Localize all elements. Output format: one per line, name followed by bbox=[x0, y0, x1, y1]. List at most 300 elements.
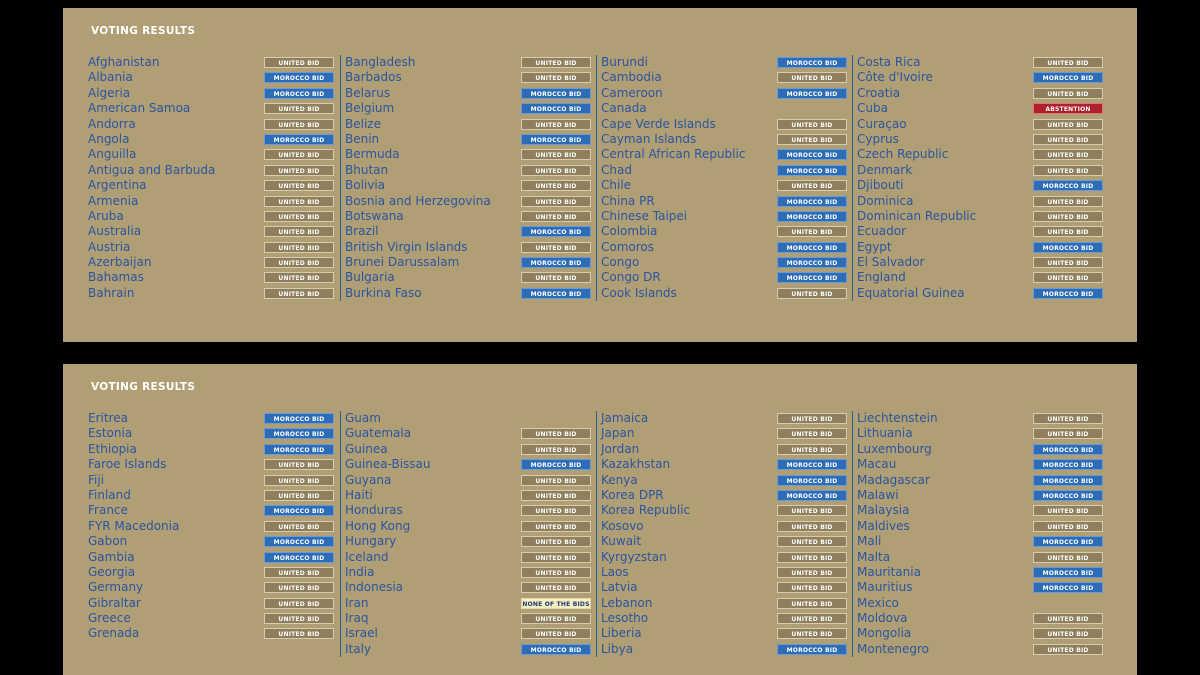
country-name: Andorra bbox=[88, 116, 136, 131]
vote-badge: UNITED BID bbox=[777, 552, 847, 563]
result-row bbox=[341, 550, 597, 565]
country-name: Botswana bbox=[345, 208, 404, 223]
vote-badge: MOROCCO BID bbox=[264, 88, 334, 99]
result-row bbox=[88, 224, 344, 239]
result-row bbox=[853, 642, 1109, 657]
result-row bbox=[88, 163, 344, 178]
result-row bbox=[341, 55, 597, 70]
result-row bbox=[853, 178, 1109, 193]
result-row bbox=[88, 270, 344, 285]
vote-badge: UNITED BID bbox=[264, 149, 334, 160]
country-name: Albania bbox=[88, 70, 133, 85]
results-column bbox=[596, 55, 853, 301]
result-row bbox=[88, 255, 344, 270]
result-row bbox=[853, 580, 1109, 595]
result-row bbox=[853, 519, 1109, 534]
result-row bbox=[853, 611, 1109, 626]
country-name: Armenia bbox=[88, 193, 139, 208]
result-row bbox=[597, 626, 853, 641]
result-row bbox=[853, 488, 1109, 503]
country-name: Gibraltar bbox=[88, 595, 141, 610]
result-row bbox=[88, 286, 344, 301]
country-name: American Samoa bbox=[88, 101, 191, 116]
vote-badge: UNITED BID bbox=[521, 72, 591, 83]
country-name: Azerbaijan bbox=[88, 255, 152, 270]
country-name: Algeria bbox=[88, 85, 131, 100]
vote-badge: MOROCCO BID bbox=[264, 536, 334, 547]
country-name: Costa Rica bbox=[857, 55, 921, 69]
country-name: Congo bbox=[601, 255, 640, 270]
country-name: Gambia bbox=[88, 549, 135, 564]
country-name: Dominica bbox=[857, 193, 914, 208]
result-row bbox=[597, 70, 853, 85]
country-name: Bermuda bbox=[345, 147, 400, 162]
result-row bbox=[597, 473, 853, 488]
result-row bbox=[853, 132, 1109, 147]
vote-badge: MOROCCO BID bbox=[264, 413, 334, 424]
vote-badge: UNITED BID bbox=[264, 257, 334, 268]
country-name: Aruba bbox=[88, 208, 124, 223]
country-name: Georgia bbox=[88, 564, 136, 579]
vote-badge: MOROCCO BID bbox=[777, 257, 847, 268]
country-name: Austria bbox=[88, 239, 131, 254]
vote-badge: UNITED BID bbox=[521, 536, 591, 547]
vote-badge: MOROCCO BID bbox=[264, 444, 334, 455]
vote-badge: UNITED BID bbox=[1033, 613, 1103, 624]
vote-badge: MOROCCO BID bbox=[521, 644, 591, 655]
vote-badge: UNITED BID bbox=[1033, 505, 1103, 516]
country-name: Malaysia bbox=[857, 503, 910, 518]
country-name: Bangladesh bbox=[345, 55, 416, 69]
result-row bbox=[597, 194, 853, 209]
vote-badge: UNITED BID bbox=[521, 582, 591, 593]
country-name: Colombia bbox=[601, 224, 658, 239]
country-name: Guinea bbox=[345, 441, 388, 456]
result-row bbox=[597, 209, 853, 224]
result-row bbox=[597, 488, 853, 503]
results-column bbox=[88, 55, 344, 301]
vote-badge: UNITED BID bbox=[777, 444, 847, 455]
vote-badge: UNITED BID bbox=[521, 272, 591, 283]
result-row bbox=[341, 596, 597, 611]
vote-badge: UNITED BID bbox=[264, 226, 334, 237]
country-name: Guam bbox=[345, 411, 381, 425]
voting-results-panel-2 bbox=[63, 364, 1137, 675]
voting-results-panel-1 bbox=[63, 8, 1137, 342]
result-row bbox=[88, 550, 344, 565]
result-row bbox=[341, 270, 597, 285]
country-name: Jamaica bbox=[601, 411, 649, 425]
result-row bbox=[597, 519, 853, 534]
country-name: Angola bbox=[88, 131, 130, 146]
vote-badge: MOROCCO BID bbox=[521, 459, 591, 470]
country-name: Chile bbox=[601, 178, 632, 193]
result-row bbox=[853, 626, 1109, 641]
country-name: Korea Republic bbox=[601, 503, 691, 518]
vote-badge: UNITED BID bbox=[264, 57, 334, 68]
vote-badge: UNITED BID bbox=[777, 428, 847, 439]
result-row bbox=[853, 550, 1109, 565]
country-name: Mauritania bbox=[857, 564, 921, 579]
result-row bbox=[341, 488, 597, 503]
country-name: Cape Verde Islands bbox=[601, 116, 716, 131]
result-row bbox=[597, 117, 853, 132]
country-name: Brunei Darussalam bbox=[345, 255, 460, 270]
result-row bbox=[341, 642, 597, 657]
result-row bbox=[853, 209, 1109, 224]
country-name: Argentina bbox=[88, 178, 147, 193]
country-name: Côte d'Ivoire bbox=[857, 70, 933, 85]
result-row bbox=[341, 411, 597, 426]
result-row bbox=[341, 457, 597, 472]
country-name: Estonia bbox=[88, 426, 133, 441]
vote-badge: UNITED BID bbox=[264, 490, 334, 501]
vote-badge: MOROCCO BID bbox=[777, 459, 847, 470]
vote-badge: UNITED BID bbox=[1033, 119, 1103, 130]
vote-badge: MOROCCO BID bbox=[777, 149, 847, 160]
country-name: France bbox=[88, 503, 128, 518]
result-row bbox=[88, 147, 344, 162]
country-name: Croatia bbox=[857, 85, 901, 100]
vote-badge: UNITED BID bbox=[521, 196, 591, 207]
result-row bbox=[853, 86, 1109, 101]
country-name: Chinese Taipei bbox=[601, 208, 688, 223]
result-row bbox=[88, 534, 344, 549]
country-name: Indonesia bbox=[345, 580, 404, 595]
result-row bbox=[853, 411, 1109, 426]
vote-badge: UNITED BID bbox=[521, 428, 591, 439]
results-column bbox=[596, 411, 853, 657]
country-name: Bhutan bbox=[345, 162, 389, 177]
country-name: Antigua and Barbuda bbox=[88, 162, 216, 177]
vote-badge: UNITED BID bbox=[777, 613, 847, 624]
vote-badge: UNITED BID bbox=[521, 242, 591, 253]
country-name: Barbados bbox=[345, 70, 402, 85]
vote-badge: UNITED BID bbox=[264, 598, 334, 609]
vote-badge: UNITED BID bbox=[1033, 644, 1103, 655]
country-name: Korea DPR bbox=[601, 487, 664, 502]
country-name: Mali bbox=[857, 534, 882, 549]
country-name: Montenegro bbox=[857, 641, 930, 656]
country-name: Curaçao bbox=[857, 116, 907, 131]
country-name: Kazakhstan bbox=[601, 457, 671, 472]
result-row bbox=[597, 534, 853, 549]
result-row bbox=[853, 55, 1109, 70]
country-name: Cyprus bbox=[857, 131, 899, 146]
vote-badge: MOROCCO BID bbox=[1033, 72, 1103, 83]
country-name: Central African Republic bbox=[601, 147, 746, 162]
country-name: Liechtenstein bbox=[857, 411, 938, 425]
vote-badge: UNITED BID bbox=[1033, 196, 1103, 207]
country-name: Kuwait bbox=[601, 534, 642, 549]
panel-title: VOTING RESULTS bbox=[91, 25, 196, 37]
results-column bbox=[340, 55, 597, 301]
result-row bbox=[341, 503, 597, 518]
vote-badge: UNITED BID bbox=[521, 628, 591, 639]
vote-badge: UNITED BID bbox=[264, 242, 334, 253]
country-name: Ecuador bbox=[857, 224, 907, 239]
result-row bbox=[341, 534, 597, 549]
country-name: Chad bbox=[601, 162, 632, 177]
result-row bbox=[597, 426, 853, 441]
country-name: Bahrain bbox=[88, 285, 135, 300]
vote-badge: UNITED BID bbox=[777, 505, 847, 516]
vote-badge: UNITED BID bbox=[521, 475, 591, 486]
result-row bbox=[853, 503, 1109, 518]
vote-badge: MOROCCO BID bbox=[1033, 475, 1103, 486]
result-row bbox=[88, 178, 344, 193]
vote-badge: MOROCCO BID bbox=[777, 242, 847, 253]
vote-badge: NONE OF THE BIDS bbox=[521, 598, 591, 609]
result-row bbox=[853, 457, 1109, 472]
result-row bbox=[597, 55, 853, 70]
country-name: Japan bbox=[601, 426, 635, 441]
country-name: Equatorial Guinea bbox=[857, 285, 965, 300]
result-row bbox=[597, 611, 853, 626]
result-row bbox=[341, 101, 597, 116]
country-name: Ethiopia bbox=[88, 441, 137, 456]
vote-badge: UNITED BID bbox=[521, 119, 591, 130]
country-name: Dominican Republic bbox=[857, 208, 977, 223]
result-row bbox=[853, 147, 1109, 162]
vote-badge: UNITED BID bbox=[264, 475, 334, 486]
vote-badge: UNITED BID bbox=[521, 211, 591, 222]
country-name: Madagascar bbox=[857, 472, 930, 487]
result-row bbox=[341, 626, 597, 641]
result-row bbox=[853, 565, 1109, 580]
country-name: Czech Republic bbox=[857, 147, 949, 162]
result-row bbox=[597, 101, 853, 116]
country-name: Belgium bbox=[345, 101, 395, 116]
result-row bbox=[88, 70, 344, 85]
result-row bbox=[341, 442, 597, 457]
country-name: Cameroon bbox=[601, 85, 663, 100]
result-row bbox=[853, 286, 1109, 301]
country-name: Maldives bbox=[857, 518, 910, 533]
vote-badge: UNITED BID bbox=[777, 119, 847, 130]
country-name: British Virgin Islands bbox=[345, 239, 468, 254]
vote-badge: UNITED BID bbox=[1033, 165, 1103, 176]
country-name: Latvia bbox=[601, 580, 638, 595]
country-name: Mauritius bbox=[857, 580, 913, 595]
vote-badge: UNITED BID bbox=[264, 613, 334, 624]
country-name: Mongolia bbox=[857, 626, 912, 641]
result-row bbox=[597, 286, 853, 301]
result-row bbox=[853, 163, 1109, 178]
result-row bbox=[341, 163, 597, 178]
country-name: Malta bbox=[857, 549, 891, 564]
vote-badge: MOROCCO BID bbox=[264, 505, 334, 516]
result-row bbox=[88, 503, 344, 518]
country-name: Guyana bbox=[345, 472, 392, 487]
country-name: Afghanistan bbox=[88, 55, 160, 69]
vote-badge: UNITED BID bbox=[521, 444, 591, 455]
result-row bbox=[88, 626, 344, 641]
result-row bbox=[341, 611, 597, 626]
country-name: China PR bbox=[601, 193, 655, 208]
vote-badge: UNITED BID bbox=[521, 567, 591, 578]
country-name: Hungary bbox=[345, 534, 397, 549]
vote-badge: MOROCCO BID bbox=[264, 428, 334, 439]
vote-badge: UNITED BID bbox=[1033, 149, 1103, 160]
country-name: Cayman Islands bbox=[601, 131, 697, 146]
country-name: Liberia bbox=[601, 626, 642, 641]
vote-badge: UNITED BID bbox=[521, 521, 591, 532]
result-row bbox=[88, 565, 344, 580]
country-name: Israel bbox=[345, 626, 378, 641]
vote-badge: UNITED BID bbox=[264, 180, 334, 191]
vote-badge: UNITED BID bbox=[264, 288, 334, 299]
result-row bbox=[341, 286, 597, 301]
result-row bbox=[597, 580, 853, 595]
result-row bbox=[853, 224, 1109, 239]
country-name: Iraq bbox=[345, 611, 369, 626]
vote-badge: MOROCCO BID bbox=[777, 475, 847, 486]
vote-badge: UNITED BID bbox=[777, 72, 847, 83]
vote-badge: UNITED BID bbox=[264, 521, 334, 532]
vote-badge: UNITED BID bbox=[1033, 57, 1103, 68]
vote-badge: UNITED BID bbox=[521, 165, 591, 176]
result-row bbox=[597, 178, 853, 193]
vote-badge: UNITED BID bbox=[264, 567, 334, 578]
result-row bbox=[88, 442, 344, 457]
vote-badge: UNITED BID bbox=[264, 196, 334, 207]
result-row bbox=[853, 255, 1109, 270]
vote-badge: UNITED BID bbox=[521, 505, 591, 516]
vote-badge: MOROCCO BID bbox=[777, 88, 847, 99]
result-row bbox=[597, 86, 853, 101]
country-name: Kosovo bbox=[601, 518, 644, 533]
vote-badge: UNITED BID bbox=[521, 490, 591, 501]
country-name: Burundi bbox=[601, 55, 648, 69]
result-row bbox=[597, 411, 853, 426]
country-name: Anguilla bbox=[88, 147, 137, 162]
country-name: Congo DR bbox=[601, 270, 661, 285]
vote-badge: ABSTENTION bbox=[1033, 103, 1103, 114]
vote-badge: MOROCCO BID bbox=[521, 103, 591, 114]
result-row bbox=[597, 457, 853, 472]
result-row bbox=[597, 163, 853, 178]
result-row bbox=[597, 503, 853, 518]
result-row bbox=[597, 565, 853, 580]
result-row bbox=[88, 55, 344, 70]
vote-badge: MOROCCO BID bbox=[264, 72, 334, 83]
result-row bbox=[88, 473, 344, 488]
vote-badge: MOROCCO BID bbox=[1033, 490, 1103, 501]
vote-badge: MOROCCO BID bbox=[264, 552, 334, 563]
country-name: Italy bbox=[345, 641, 372, 656]
country-name: Faroe Islands bbox=[88, 457, 167, 472]
country-name: Greece bbox=[88, 611, 131, 626]
vote-badge: MOROCCO BID bbox=[777, 196, 847, 207]
vote-badge: UNITED BID bbox=[777, 521, 847, 532]
result-row bbox=[341, 86, 597, 101]
vote-badge: UNITED BID bbox=[521, 613, 591, 624]
results-column bbox=[88, 411, 344, 642]
result-row bbox=[88, 194, 344, 209]
country-name: Australia bbox=[88, 224, 142, 239]
result-row bbox=[597, 442, 853, 457]
result-row bbox=[341, 117, 597, 132]
country-name: Bulgaria bbox=[345, 270, 395, 285]
vote-badge: UNITED BID bbox=[1033, 257, 1103, 268]
result-row bbox=[88, 117, 344, 132]
result-row bbox=[341, 565, 597, 580]
result-row bbox=[853, 442, 1109, 457]
country-name: Canada bbox=[601, 101, 647, 116]
result-row bbox=[341, 132, 597, 147]
result-row bbox=[853, 534, 1109, 549]
vote-badge: UNITED BID bbox=[777, 413, 847, 424]
country-name: Egypt bbox=[857, 239, 892, 254]
result-row bbox=[341, 224, 597, 239]
vote-badge: MOROCCO BID bbox=[777, 272, 847, 283]
results-column bbox=[340, 411, 597, 657]
country-name: Moldova bbox=[857, 611, 908, 626]
result-row bbox=[597, 550, 853, 565]
result-row bbox=[88, 596, 344, 611]
country-name: England bbox=[857, 270, 906, 285]
country-name: Belize bbox=[345, 116, 381, 131]
vote-badge: UNITED BID bbox=[521, 57, 591, 68]
vote-badge: MOROCCO BID bbox=[1033, 180, 1103, 191]
country-name: Gabon bbox=[88, 534, 128, 549]
vote-badge: MOROCCO BID bbox=[1033, 536, 1103, 547]
country-name: Kenya bbox=[601, 472, 638, 487]
country-name: Burkina Faso bbox=[345, 285, 422, 300]
country-name: Guatemala bbox=[345, 426, 412, 441]
country-name: Brazil bbox=[345, 224, 379, 239]
vote-badge: UNITED BID bbox=[1033, 552, 1103, 563]
country-name: Malawi bbox=[857, 487, 899, 502]
result-row bbox=[88, 611, 344, 626]
result-row bbox=[88, 209, 344, 224]
result-row bbox=[341, 194, 597, 209]
vote-badge: MOROCCO BID bbox=[521, 226, 591, 237]
result-row bbox=[853, 70, 1109, 85]
country-name: Laos bbox=[601, 564, 629, 579]
country-name: Cambodia bbox=[601, 70, 662, 85]
result-row bbox=[597, 240, 853, 255]
result-row bbox=[88, 411, 344, 426]
country-name: Mexico bbox=[857, 595, 899, 610]
vote-badge: UNITED BID bbox=[264, 628, 334, 639]
result-row bbox=[341, 240, 597, 255]
country-name: Lesotho bbox=[601, 611, 649, 626]
country-name: Kyrgyzstan bbox=[601, 549, 667, 564]
results-column bbox=[852, 55, 1109, 301]
result-row bbox=[341, 519, 597, 534]
vote-badge: UNITED BID bbox=[1033, 211, 1103, 222]
country-name: Lebanon bbox=[601, 595, 653, 610]
result-row bbox=[853, 240, 1109, 255]
country-name: Iceland bbox=[345, 549, 389, 564]
vote-badge: UNITED BID bbox=[1033, 428, 1103, 439]
result-row bbox=[88, 132, 344, 147]
country-name: El Salvador bbox=[857, 255, 925, 270]
result-row bbox=[597, 132, 853, 147]
result-row bbox=[88, 86, 344, 101]
vote-badge: UNITED BID bbox=[777, 226, 847, 237]
vote-badge: MOROCCO BID bbox=[1033, 444, 1103, 455]
result-row bbox=[853, 473, 1109, 488]
vote-badge: UNITED BID bbox=[264, 211, 334, 222]
vote-badge: MOROCCO BID bbox=[521, 257, 591, 268]
country-name: Hong Kong bbox=[345, 518, 411, 533]
country-name: Bolivia bbox=[345, 178, 386, 193]
result-row bbox=[88, 240, 344, 255]
result-row bbox=[597, 224, 853, 239]
